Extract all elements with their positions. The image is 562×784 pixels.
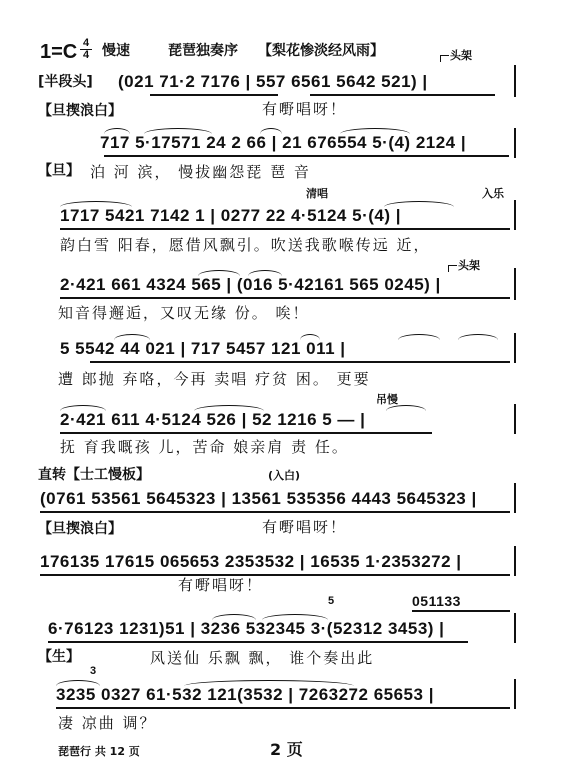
notation-line: 2·421 611 4·5124 526 | 52 1216 5 — | bbox=[60, 410, 366, 429]
barline bbox=[514, 483, 516, 513]
slur bbox=[60, 405, 106, 411]
head-bracket bbox=[448, 265, 457, 272]
section-label: [半段头] bbox=[38, 74, 93, 90]
beam bbox=[40, 511, 510, 513]
slur bbox=[114, 334, 150, 340]
page-number: 2 页 bbox=[270, 740, 303, 759]
slur bbox=[184, 680, 354, 686]
lyric-line: 泊 河 滨， 慢拔幽怨琵 琶 音 bbox=[90, 163, 311, 181]
footer-note: 琵琶行 共 12 页 bbox=[58, 745, 140, 758]
section-label: 【旦揳浪白】 bbox=[38, 103, 122, 119]
notation-line: 5 5542 44 021 | 717 5457 121 011 | bbox=[60, 339, 346, 358]
key-signature: 1=C bbox=[40, 41, 78, 63]
lyric-line: 风送仙 乐飘 飘， 谁个奏出此 bbox=[150, 649, 375, 667]
barline bbox=[514, 268, 516, 300]
barline bbox=[514, 200, 516, 230]
beam bbox=[90, 361, 510, 363]
beam bbox=[56, 707, 510, 709]
performance-mark: 吊慢 bbox=[376, 393, 398, 406]
spoken-text: 有嘢唱呀！ bbox=[262, 100, 348, 118]
performance-mark: 清唱 bbox=[306, 187, 328, 200]
barline bbox=[514, 546, 516, 576]
slur bbox=[262, 614, 328, 620]
barline bbox=[514, 333, 516, 363]
slur bbox=[398, 334, 440, 340]
notation-line: 717 5·17571 24 2 66 | 21 676554 5·(4) 2124 | bbox=[100, 133, 467, 152]
beam bbox=[60, 297, 510, 299]
lyric-line: 凄 凉曲 调？ bbox=[58, 714, 157, 732]
lyric-line: 抚 育我嘅孩 儿，苦命 娘亲肩 责 任。 bbox=[60, 438, 349, 456]
beam bbox=[412, 610, 510, 612]
time-top: 4 bbox=[82, 37, 90, 49]
notation-line: 3235 0327 61·532 121(3532 | 7263272 65653 | bbox=[56, 685, 434, 704]
lyric-line: 韵白雪 阳春，愿借风飘引。吹送我歌喉传远 近， bbox=[60, 236, 431, 254]
slur bbox=[198, 270, 240, 276]
notation-line: 6·76123 1231)51 | 3236 532345 3·(52312 3453) | bbox=[48, 619, 445, 638]
section-label: 【旦揳浪白】 bbox=[38, 521, 122, 537]
notation-line: 176135 17615 065653 2353532 | 16535 1·2353272 | bbox=[40, 552, 462, 571]
lyric-line: 知音得邂逅，又叹无缘 份。 唉！ bbox=[58, 304, 310, 322]
slur bbox=[384, 201, 454, 207]
tune-name: 【梨花惨淡经风雨】 bbox=[258, 43, 384, 59]
tempo-mark: 慢速 bbox=[102, 43, 130, 59]
slur bbox=[60, 201, 132, 207]
barline bbox=[514, 679, 516, 709]
slur bbox=[260, 128, 282, 134]
barline bbox=[514, 128, 516, 158]
time-bottom: 4 bbox=[82, 49, 90, 61]
notation-line: 1717 5421 7142 1 | 0277 22 4·5124 5·(4) | bbox=[60, 206, 401, 225]
beam bbox=[60, 432, 432, 434]
lyric-line: 遭 郎抛 弃咯，今再 卖唱 疗贫 困。 更要 bbox=[58, 370, 371, 388]
slur bbox=[56, 680, 100, 686]
beam bbox=[48, 641, 468, 643]
slur bbox=[458, 334, 498, 340]
beam bbox=[104, 155, 509, 157]
performance-mark: 入乐 bbox=[482, 187, 504, 200]
slur bbox=[104, 128, 130, 134]
performance-mark: 051133 bbox=[412, 593, 461, 609]
head-mark: 头架 bbox=[450, 49, 472, 62]
barline bbox=[514, 65, 516, 97]
beam bbox=[60, 228, 510, 230]
section-label: 直转【士工慢板】 bbox=[38, 467, 150, 483]
barline bbox=[514, 613, 516, 643]
notation-line: 2·421 661 4324 565 | (016 5·42161 565 0245) | bbox=[60, 275, 441, 294]
beam bbox=[310, 94, 495, 96]
spoken-text: 有嘢唱呀！ bbox=[262, 518, 348, 536]
slur bbox=[212, 614, 256, 620]
beam bbox=[150, 94, 278, 96]
role-label: 【生】 bbox=[38, 649, 80, 665]
slur bbox=[194, 405, 264, 411]
role-label: 【旦】 bbox=[38, 163, 80, 179]
time-signature bbox=[80, 38, 92, 61]
spoken-text: 有嘢唱呀！ bbox=[178, 576, 264, 594]
slur bbox=[144, 128, 212, 134]
slur bbox=[300, 334, 320, 340]
notation-line: (0761 53561 5645323 | 13561 535356 4443 5645323 | bbox=[40, 489, 477, 508]
barline bbox=[514, 404, 516, 434]
instrument-note: 琵琶独奏序 bbox=[168, 43, 238, 59]
notation-line: (021 71·2 7176 | 557 6561 5642 521) | bbox=[118, 72, 428, 91]
head-bracket bbox=[440, 55, 449, 62]
slur bbox=[386, 405, 426, 411]
grace-note: 5 bbox=[327, 595, 335, 607]
slur bbox=[248, 270, 282, 276]
grace-note: 3 bbox=[89, 665, 97, 677]
slur bbox=[340, 128, 410, 134]
performance-mark: 头架 bbox=[458, 259, 480, 272]
performance-mark: (入白) bbox=[268, 469, 301, 482]
beam bbox=[40, 574, 510, 576]
